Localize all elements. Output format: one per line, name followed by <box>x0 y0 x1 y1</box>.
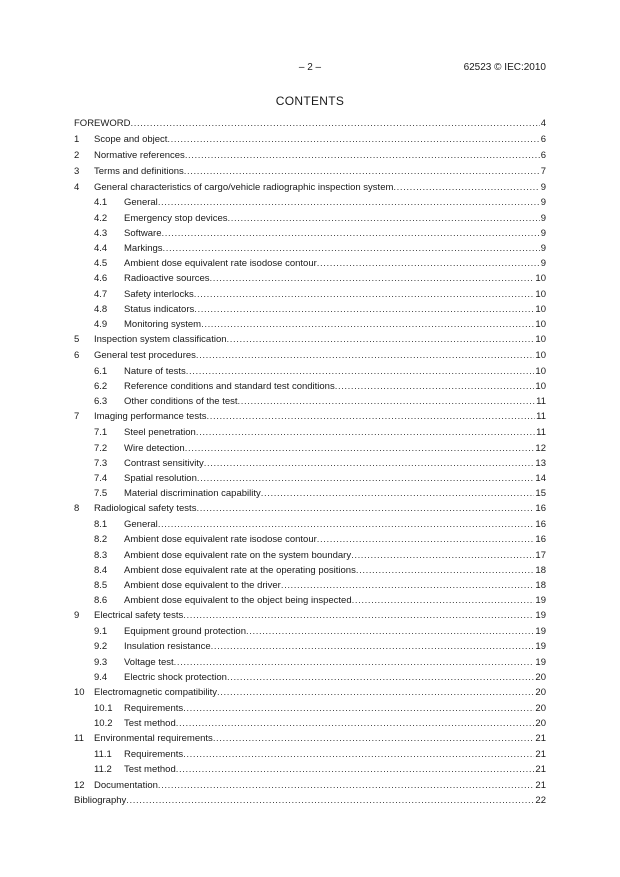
dot-leader <box>158 519 535 530</box>
dot-leader <box>227 334 535 345</box>
toc-entry-label: Bibliography <box>74 795 127 807</box>
toc-entry-number: 4.3 <box>94 227 108 239</box>
toc-entry-page: 7 <box>540 165 546 177</box>
toc-entry-page: 6 <box>540 149 546 161</box>
toc-entry-label: Scope and object <box>94 133 168 145</box>
toc-entry-number: 12 <box>74 779 85 791</box>
toc-entry-page: 20 <box>535 718 546 730</box>
toc-entry-label: Voltage test <box>124 656 174 668</box>
dot-leader <box>194 289 535 300</box>
toc-entry[interactable] <box>74 228 546 243</box>
toc-entry-label: Status indicators <box>124 303 195 315</box>
toc-entry[interactable] <box>74 411 546 427</box>
toc-entry-page: 19 <box>535 641 546 653</box>
toc-entry-number: 10 <box>74 686 85 698</box>
toc-entry-number: 7.2 <box>94 442 108 454</box>
toc-entry-label: Ambient dose equivalent to the driver <box>124 579 281 591</box>
toc-entry[interactable] <box>74 610 546 626</box>
toc-entry-number: 8.5 <box>94 579 108 591</box>
toc-entry-page: 21 <box>535 764 546 776</box>
dot-leader <box>213 733 535 744</box>
toc-entry-page: 12 <box>535 442 546 454</box>
toc-entry-page: 18 <box>535 564 546 576</box>
dot-leader <box>162 228 540 239</box>
dot-leader <box>183 703 534 714</box>
dot-leader <box>176 764 535 775</box>
toc-entry[interactable] <box>74 503 546 519</box>
toc-entry[interactable] <box>74 550 546 565</box>
toc-entry[interactable] <box>74 273 546 288</box>
table-of-contents <box>74 118 546 811</box>
toc-entry-page: 21 <box>535 779 546 791</box>
toc-entry-label: Inspection system classification <box>94 334 227 346</box>
toc-entry[interactable] <box>74 334 546 350</box>
toc-entry-number: 5 <box>74 334 80 346</box>
toc-entry-label: FOREWORD <box>74 118 131 129</box>
toc-entry-number: 8 <box>74 503 80 515</box>
toc-entry-page: 10 <box>535 273 546 285</box>
dot-leader <box>176 718 535 729</box>
toc-entry-label: Terms and definitions <box>94 165 184 177</box>
toc-entry-page: 9 <box>540 227 546 239</box>
toc-entry-page: 11 <box>536 427 546 439</box>
toc-entry-page: 9 <box>540 197 546 209</box>
toc-entry-label: Monitoring system <box>124 318 202 330</box>
toc-entry-number: 4.1 <box>94 197 108 209</box>
toc-entry-number: 7.5 <box>94 488 108 500</box>
toc-entry[interactable] <box>74 657 546 672</box>
dot-leader <box>217 687 534 698</box>
toc-entry[interactable] <box>74 580 546 595</box>
toc-entry[interactable] <box>74 780 546 796</box>
toc-entry-page: 19 <box>535 626 546 638</box>
toc-entry[interactable] <box>74 641 546 656</box>
dot-leader <box>174 657 535 668</box>
toc-entry-label: Ambient dose equivalent rate isodose contour <box>124 258 317 270</box>
toc-entry[interactable] <box>74 427 546 442</box>
toc-entry-number: 4.4 <box>94 243 108 255</box>
toc-entry-label: Wire detection <box>124 442 185 454</box>
toc-entry[interactable] <box>74 258 546 273</box>
toc-entry[interactable] <box>74 350 546 366</box>
dot-leader <box>317 534 535 545</box>
toc-entry-label: Material discrimination capability <box>124 488 261 500</box>
toc-entry-page: 10 <box>535 303 546 315</box>
toc-entry-label: Ambient dose equivalent rate isodose contour <box>124 534 317 546</box>
toc-entry-label: Requirements <box>124 749 184 761</box>
toc-entry-number: 10.2 <box>94 718 113 730</box>
toc-entry-number: 11 <box>74 733 84 745</box>
toc-entry-number: 4.6 <box>94 273 108 285</box>
toc-entry-page: 10 <box>535 381 546 393</box>
toc-entry-page: 16 <box>535 534 546 546</box>
toc-entry-number: 6.3 <box>94 396 108 408</box>
toc-entry[interactable] <box>74 595 546 610</box>
toc-entry-number: 10.1 <box>94 702 113 714</box>
toc-entry-page: 13 <box>535 457 546 469</box>
toc-entry[interactable] <box>74 565 546 580</box>
dot-leader <box>393 182 539 193</box>
toc-entry-label: General test procedures <box>94 350 196 362</box>
dot-leader <box>356 565 535 576</box>
dot-leader <box>317 258 540 269</box>
dot-leader <box>185 150 540 161</box>
dot-leader <box>184 166 540 177</box>
toc-entry-number: 6 <box>74 350 80 362</box>
toc-entry-label: Steel penetration <box>124 427 196 439</box>
dot-leader <box>201 319 534 330</box>
toc-entry-number: 8.1 <box>94 519 108 531</box>
toc-entry[interactable] <box>74 396 546 411</box>
toc-entry-page: 10 <box>535 365 546 377</box>
toc-entry[interactable] <box>74 458 546 473</box>
toc-entry[interactable] <box>74 443 546 458</box>
dot-leader <box>196 427 535 438</box>
toc-entry[interactable] <box>74 733 546 749</box>
toc-entry-label: Software <box>124 227 162 239</box>
dot-leader <box>352 595 535 606</box>
dot-leader <box>130 118 539 129</box>
toc-entry-label: Contrast sensitivity <box>124 457 204 469</box>
toc-entry-label: Reference conditions and standard test conditions <box>124 381 335 393</box>
toc-entry[interactable] <box>74 749 546 764</box>
toc-entry-page: 17 <box>535 549 546 561</box>
toc-entry-label: Ambient dose equivalent rate at the operating positions <box>124 564 356 576</box>
toc-entry-page: 20 <box>535 671 546 683</box>
toc-entry-number: 9.4 <box>94 671 108 683</box>
dot-leader <box>210 273 535 284</box>
toc-entry-label: Radioactive sources <box>124 273 210 285</box>
dot-leader <box>158 780 535 791</box>
toc-entry[interactable] <box>74 687 546 703</box>
dot-leader <box>206 411 535 422</box>
dot-leader <box>183 610 534 621</box>
toc-entry-page: 19 <box>535 656 546 668</box>
toc-entry-label: Normative references <box>94 149 185 161</box>
toc-entry-number: 4.5 <box>94 258 108 270</box>
toc-entry[interactable] <box>74 118 546 134</box>
toc-entry-number: 7 <box>74 411 80 423</box>
toc-entry[interactable] <box>74 289 546 304</box>
toc-entry-page: 15 <box>535 488 546 500</box>
toc-entry-number: 9 <box>74 610 80 622</box>
toc-entry[interactable] <box>74 213 546 228</box>
toc-entry-page: 10 <box>535 350 546 362</box>
toc-entry-label: Requirements <box>124 702 184 714</box>
toc-entry-page: 11 <box>536 411 546 423</box>
toc-entry-label: Electric shock protection <box>124 671 227 683</box>
toc-entry[interactable] <box>74 473 546 488</box>
toc-entry-page: 20 <box>535 686 546 698</box>
dot-leader <box>227 672 534 683</box>
toc-entry-page: 19 <box>535 595 546 607</box>
toc-entry-page: 22 <box>535 795 546 807</box>
toc-entry-label: Other conditions of the test <box>124 396 238 408</box>
toc-entry-number: 9.1 <box>94 626 108 638</box>
toc-entry[interactable] <box>74 534 546 549</box>
toc-entry[interactable] <box>74 319 546 334</box>
toc-entry-number: 8.4 <box>94 564 108 576</box>
page-title: CONTENTS <box>275 94 345 108</box>
toc-entry-number: 7.1 <box>94 427 108 439</box>
dot-leader <box>238 396 536 407</box>
toc-entry-number: 9.2 <box>94 641 108 653</box>
dot-leader <box>246 626 534 637</box>
toc-entry-label: Test method <box>124 718 176 730</box>
dot-leader <box>261 488 535 499</box>
toc-entry[interactable] <box>74 243 546 258</box>
toc-entry-label: General <box>124 519 158 531</box>
toc-entry-number: 11.2 <box>94 764 112 776</box>
toc-entry-label: Electrical safety tests <box>94 610 184 622</box>
toc-entry[interactable] <box>74 703 546 718</box>
toc-entry-number: 8.6 <box>94 595 108 607</box>
toc-entry-number: 6.1 <box>94 365 108 377</box>
dot-leader <box>204 458 535 469</box>
toc-entry-label: Markings <box>124 243 163 255</box>
toc-entry-page: 10 <box>535 318 546 330</box>
toc-entry-page: 9 <box>540 212 546 224</box>
toc-entry-page: 16 <box>535 519 546 531</box>
toc-entry-number: 4.8 <box>94 303 108 315</box>
toc-entry-page: 10 <box>535 334 546 346</box>
toc-entry-page: 9 <box>540 243 546 255</box>
toc-entry-page: 20 <box>535 702 546 714</box>
toc-entry-page: 14 <box>535 472 546 484</box>
toc-entry-page: 9 <box>540 258 546 270</box>
dot-leader <box>211 641 535 652</box>
toc-entry-label: Environmental requirements <box>94 733 213 745</box>
toc-entry-number: 4 <box>74 181 80 193</box>
dot-leader <box>163 243 540 254</box>
dot-leader <box>126 795 534 806</box>
dot-leader <box>185 443 535 454</box>
toc-entry-page: 4 <box>540 118 546 129</box>
toc-entry[interactable] <box>74 304 546 319</box>
toc-entry-number: 1 <box>74 133 80 145</box>
toc-entry-label: Radiological safety tests <box>94 503 197 515</box>
toc-entry-page: 9 <box>540 181 546 193</box>
toc-entry-number: 7.3 <box>94 457 108 469</box>
toc-entry-label: Safety interlocks <box>124 288 194 300</box>
toc-entry[interactable] <box>74 795 546 811</box>
toc-entry[interactable] <box>74 764 546 779</box>
dot-leader <box>196 503 534 514</box>
toc-entry[interactable] <box>74 366 546 381</box>
toc-entry-number: 11.1 <box>94 749 112 761</box>
toc-entry-label: General <box>124 197 158 209</box>
toc-entry[interactable] <box>74 381 546 396</box>
dot-leader <box>351 550 534 561</box>
toc-entry-label: Ambient dose equivalent rate on the system boundary <box>124 549 352 561</box>
toc-entry[interactable] <box>74 134 546 150</box>
toc-entry-number: 8.3 <box>94 549 108 561</box>
toc-entry-label: Electromagnetic compatibility <box>94 686 218 698</box>
toc-entry-number: 8.2 <box>94 534 108 546</box>
toc-entry-page: 21 <box>535 733 546 745</box>
toc-entry-number: 2 <box>74 149 80 161</box>
toc-entry-label: Imaging performance tests <box>94 411 207 423</box>
dot-leader <box>194 304 534 315</box>
dot-leader <box>183 749 534 760</box>
toc-entry[interactable] <box>74 626 546 641</box>
toc-entry-number: 3 <box>74 165 80 177</box>
document-reference: 62523 © IEC:2010 <box>463 62 546 73</box>
toc-entry-page: 19 <box>535 610 546 622</box>
toc-entry[interactable] <box>74 197 546 212</box>
toc-entry-label: Documentation <box>94 779 158 791</box>
toc-entry-page: 6 <box>540 133 546 145</box>
dot-leader <box>228 213 540 224</box>
toc-entry-label: Ambient dose equivalent to the object being inspected <box>124 595 352 607</box>
toc-entry[interactable] <box>74 182 546 198</box>
toc-entry[interactable] <box>74 718 546 733</box>
toc-entry-number: 7.4 <box>94 472 108 484</box>
dot-leader <box>158 197 540 208</box>
dot-leader <box>167 134 539 145</box>
page-number: – 2 – <box>298 62 322 73</box>
toc-entry-number: 4.7 <box>94 288 108 300</box>
dot-leader <box>197 473 535 484</box>
toc-entry-number: 4.2 <box>94 212 108 224</box>
dot-leader <box>335 381 535 392</box>
toc-entry-page: 18 <box>535 579 546 591</box>
dot-leader <box>186 366 535 377</box>
toc-entry-page: 10 <box>535 288 546 300</box>
toc-entry-label: Test method <box>124 764 176 776</box>
toc-entry-label: Nature of tests <box>124 365 186 377</box>
toc-entry[interactable] <box>74 488 546 503</box>
toc-entry-label: Equipment ground protection <box>124 626 246 638</box>
toc-entry-label: Spatial resolution <box>124 472 197 484</box>
toc-entry-page: 21 <box>535 749 546 761</box>
toc-entry-label: Insulation resistance <box>124 641 211 653</box>
toc-entry-page: 11 <box>536 396 546 408</box>
toc-entry-page: 16 <box>535 503 546 515</box>
toc-entry[interactable] <box>74 150 546 166</box>
toc-entry-number: 9.3 <box>94 656 108 668</box>
toc-entry-label: Emergency stop devices <box>124 212 228 224</box>
toc-entry-number: 4.9 <box>94 318 108 330</box>
toc-entry-number: 6.2 <box>94 381 108 393</box>
toc-entry[interactable] <box>74 672 546 687</box>
toc-entry[interactable] <box>74 519 546 534</box>
dot-leader <box>281 580 535 591</box>
dot-leader <box>196 350 535 361</box>
toc-entry[interactable] <box>74 166 546 182</box>
toc-entry-label: General characteristics of cargo/vehicle radiographic inspection system <box>94 181 394 193</box>
